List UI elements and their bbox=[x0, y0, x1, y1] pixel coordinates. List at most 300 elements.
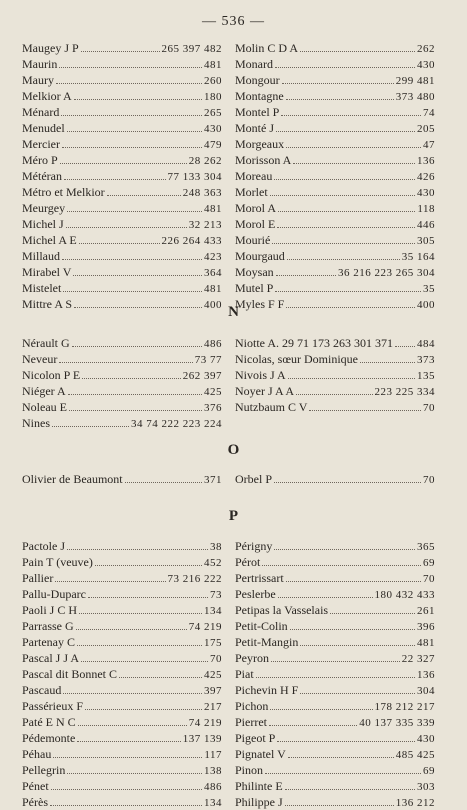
dot-leader bbox=[79, 612, 202, 614]
entry-name: Morgeaux bbox=[235, 137, 285, 151]
index-entry bbox=[235, 634, 435, 650]
entry-name: Mercier bbox=[22, 137, 60, 151]
entry-page-refs: 481 bbox=[417, 637, 435, 649]
entry-name: Myles F F bbox=[235, 297, 285, 311]
index-entry bbox=[235, 794, 435, 810]
entry-page-refs: 265 397 482 bbox=[161, 43, 222, 55]
entry-name: Petit-Mangin bbox=[235, 635, 299, 649]
entry-page-refs: 485 425 bbox=[395, 749, 435, 761]
entry-page-refs: 69 bbox=[423, 557, 435, 569]
page-number: — 536 — bbox=[202, 14, 265, 29]
entry-page-refs: 261 bbox=[417, 605, 435, 617]
entry-name: Mongour bbox=[235, 73, 280, 87]
dot-leader bbox=[51, 788, 202, 790]
entry-name: Pascaud bbox=[22, 683, 62, 697]
entry-name: Pichon bbox=[235, 699, 269, 713]
entry-page-refs: 481 bbox=[204, 59, 222, 71]
entry-name: Meurgey bbox=[22, 201, 66, 215]
entry-name: Philinte E bbox=[235, 779, 283, 793]
entry-name: Montel P bbox=[235, 105, 280, 119]
section-p-right-column bbox=[235, 538, 435, 810]
index-entry bbox=[22, 40, 222, 56]
section-n-left-column bbox=[22, 335, 222, 431]
section-o-right-column bbox=[235, 471, 435, 487]
entry-name: Passérieux F bbox=[22, 699, 83, 713]
entry-name: Partenay C bbox=[22, 635, 75, 649]
index-entry bbox=[235, 200, 435, 216]
dot-leader bbox=[296, 393, 372, 395]
index-entry bbox=[235, 280, 435, 296]
index-entry bbox=[22, 554, 222, 570]
entry-page-refs: 118 bbox=[417, 203, 435, 215]
dot-leader bbox=[265, 772, 421, 774]
entry-name: Peyron bbox=[235, 651, 269, 665]
entry-name: Pérès bbox=[22, 795, 48, 809]
entry-page-refs: 205 bbox=[417, 123, 435, 135]
entry-name: Nicolon P E bbox=[22, 368, 81, 382]
dot-leader bbox=[67, 772, 202, 774]
index-entry bbox=[235, 746, 435, 762]
entry-page-refs: 47 bbox=[423, 139, 435, 151]
entry-name: Péhau bbox=[22, 747, 52, 761]
entry-page-refs: 365 bbox=[417, 541, 435, 553]
index-entry bbox=[22, 280, 222, 296]
entry-name: Mutel P bbox=[235, 281, 274, 295]
index-entry bbox=[235, 40, 435, 56]
entry-page-refs: 69 bbox=[423, 765, 435, 777]
index-entry bbox=[235, 152, 435, 168]
entry-page-refs: 74 219 bbox=[188, 621, 222, 633]
index-entry bbox=[22, 72, 222, 88]
dot-leader bbox=[300, 692, 415, 694]
dot-leader bbox=[288, 756, 394, 758]
dot-leader bbox=[270, 194, 415, 196]
index-entry bbox=[22, 200, 222, 216]
index-entry bbox=[22, 746, 222, 762]
index-entry bbox=[22, 248, 222, 264]
dot-leader bbox=[274, 481, 421, 483]
index-entry bbox=[22, 778, 222, 794]
index-entry bbox=[22, 538, 222, 554]
index-entry bbox=[22, 367, 222, 383]
entry-name: Maury bbox=[22, 73, 54, 87]
index-entry bbox=[235, 762, 435, 778]
dot-leader bbox=[274, 178, 415, 180]
index-entry bbox=[22, 232, 222, 248]
entry-page-refs: 423 bbox=[204, 251, 222, 263]
entry-page-refs: 35 164 bbox=[401, 251, 435, 263]
index-entry bbox=[235, 335, 435, 351]
entry-page-refs: 73 216 222 bbox=[167, 573, 222, 585]
index-entry bbox=[235, 264, 435, 280]
entry-page-refs: 430 bbox=[417, 187, 435, 199]
dot-leader bbox=[300, 644, 415, 646]
entry-page-refs: 217 bbox=[204, 701, 222, 713]
entry-name: Morol A bbox=[235, 201, 277, 215]
entry-name: Pérot bbox=[235, 555, 261, 569]
entry-page-refs: 22 327 bbox=[401, 653, 435, 665]
index-entry bbox=[22, 168, 222, 184]
entry-name: Noyer J A A bbox=[235, 384, 295, 398]
entry-page-refs: 70 bbox=[423, 573, 435, 585]
entry-page-refs: 223 225 334 bbox=[374, 386, 435, 398]
entry-name: Pignatel V bbox=[235, 747, 286, 761]
index-entry bbox=[22, 602, 222, 618]
entry-page-refs: 175 bbox=[204, 637, 222, 649]
entry-name: Monté J bbox=[235, 121, 274, 135]
index-entry bbox=[235, 72, 435, 88]
entry-name: Neveur bbox=[22, 352, 58, 366]
dot-leader bbox=[300, 50, 415, 52]
dot-leader bbox=[74, 98, 202, 100]
entry-name: Nivois J A bbox=[235, 368, 286, 382]
entry-name: Niotte A. 29 71 173 263 301 371 bbox=[235, 336, 393, 350]
entry-name: Melkior A bbox=[22, 89, 72, 103]
index-entry bbox=[22, 120, 222, 136]
entry-page-refs: 265 bbox=[204, 107, 222, 119]
entry-name: Périgny bbox=[235, 539, 273, 553]
dot-leader bbox=[286, 580, 421, 582]
index-entry bbox=[22, 570, 222, 586]
entry-name: Pain T (veuve) bbox=[22, 555, 93, 569]
index-entry bbox=[22, 335, 222, 351]
entry-page-refs: 180 432 433 bbox=[374, 589, 435, 601]
dot-leader bbox=[287, 258, 400, 260]
index-entry bbox=[235, 698, 435, 714]
dot-leader bbox=[256, 676, 415, 678]
dot-leader bbox=[76, 628, 187, 630]
entry-name: Nicolas, sœur Dominique bbox=[235, 352, 358, 366]
dot-leader bbox=[275, 290, 421, 292]
dot-leader bbox=[277, 740, 415, 742]
dot-leader bbox=[395, 345, 415, 347]
entry-page-refs: 35 bbox=[423, 283, 435, 295]
entry-page-refs: 70 bbox=[423, 474, 435, 486]
index-entry bbox=[22, 184, 222, 200]
index-entry bbox=[235, 216, 435, 232]
entry-page-refs: 70 bbox=[210, 653, 222, 665]
dot-leader bbox=[85, 708, 202, 710]
dot-leader bbox=[277, 226, 415, 228]
entry-name: Maugey J P bbox=[22, 41, 79, 55]
entry-name: Mistelet bbox=[22, 281, 62, 295]
index-entry bbox=[22, 104, 222, 120]
section-letter-o: O bbox=[227, 442, 240, 458]
index-entry bbox=[22, 762, 222, 778]
entry-name: Maurin bbox=[22, 57, 58, 71]
index-entry bbox=[235, 650, 435, 666]
index-entry bbox=[235, 168, 435, 184]
entry-name: Pallier bbox=[22, 571, 54, 585]
entry-name: Pédemonte bbox=[22, 731, 76, 745]
dot-leader bbox=[52, 425, 129, 427]
entry-page-refs: 364 bbox=[204, 267, 222, 279]
dot-leader bbox=[67, 130, 202, 132]
entry-page-refs: 400 bbox=[417, 299, 435, 311]
entry-page-refs: 135 bbox=[417, 370, 435, 382]
dot-leader bbox=[88, 596, 208, 598]
entry-page-refs: 180 bbox=[204, 91, 222, 103]
entry-page-refs: 40 137 335 339 bbox=[359, 717, 435, 729]
entry-name: Pellegrin bbox=[22, 763, 66, 777]
entry-name: Mirabel V bbox=[22, 265, 72, 279]
entry-name: Moysan bbox=[235, 265, 274, 279]
index-entry bbox=[235, 666, 435, 682]
index-entry bbox=[22, 152, 222, 168]
entry-page-refs: 74 219 bbox=[188, 717, 222, 729]
index-entry bbox=[235, 136, 435, 152]
entry-name: Nutzbaum C V bbox=[235, 400, 308, 414]
entry-page-refs: 303 bbox=[417, 781, 435, 793]
section-m-right-column bbox=[235, 40, 435, 312]
dot-leader bbox=[285, 804, 394, 806]
entry-name: Michel J bbox=[22, 217, 64, 231]
index-entry bbox=[22, 136, 222, 152]
index-entry bbox=[235, 104, 435, 120]
entry-page-refs: 400 bbox=[204, 299, 222, 311]
entry-name: Petit-Colin bbox=[235, 619, 288, 633]
entry-page-refs: 373 480 bbox=[395, 91, 435, 103]
entry-name: Orbel P bbox=[235, 472, 272, 486]
dot-leader bbox=[73, 274, 202, 276]
index-entry bbox=[22, 216, 222, 232]
dot-leader bbox=[61, 114, 202, 116]
entry-page-refs: 446 bbox=[417, 219, 435, 231]
dot-leader bbox=[63, 290, 202, 292]
entry-name: Paté E N C bbox=[22, 715, 76, 729]
entry-name: Piat bbox=[235, 667, 254, 681]
entry-name: Pigeot P bbox=[235, 731, 276, 745]
dot-leader bbox=[67, 548, 208, 550]
entry-page-refs: 479 bbox=[204, 139, 222, 151]
index-entry bbox=[22, 264, 222, 280]
entry-name: Noleau E bbox=[22, 400, 67, 414]
dot-leader bbox=[107, 194, 181, 196]
entry-page-refs: 137 139 bbox=[182, 733, 222, 745]
dot-leader bbox=[330, 612, 415, 614]
index-entry bbox=[22, 351, 222, 367]
entry-name: Nérault G bbox=[22, 336, 70, 350]
index-entry bbox=[235, 618, 435, 634]
index-entry bbox=[22, 88, 222, 104]
entry-name: Olivier de Beaumont bbox=[22, 472, 123, 486]
entry-page-refs: 430 bbox=[204, 123, 222, 135]
dot-leader bbox=[77, 740, 180, 742]
entry-page-refs: 371 bbox=[204, 474, 222, 486]
entry-page-refs: 299 481 bbox=[395, 75, 435, 87]
entry-page-refs: 426 bbox=[417, 171, 435, 183]
index-entry bbox=[235, 367, 435, 383]
entry-page-refs: 226 264 433 bbox=[161, 235, 222, 247]
dot-leader bbox=[274, 548, 415, 550]
dot-leader bbox=[55, 580, 165, 582]
dot-leader bbox=[56, 82, 202, 84]
index-entry bbox=[22, 698, 222, 714]
section-letter-n: N bbox=[228, 304, 239, 320]
entry-name: Mittre A S bbox=[22, 297, 73, 311]
entry-name: Michel A E bbox=[22, 233, 77, 247]
index-entry bbox=[235, 538, 435, 554]
index-entry bbox=[235, 383, 435, 399]
entry-name: Pascal dit Bonnet C bbox=[22, 667, 117, 681]
section-o-left-column bbox=[22, 471, 222, 487]
entry-name: Petipas la Vasselais bbox=[235, 603, 329, 617]
dot-leader bbox=[77, 644, 202, 646]
index-entry bbox=[22, 650, 222, 666]
entry-page-refs: 262 397 bbox=[182, 370, 222, 382]
entry-name: Pascal J J A bbox=[22, 651, 79, 665]
dot-leader bbox=[262, 564, 421, 566]
section-letter-p: P bbox=[228, 508, 239, 524]
dot-leader bbox=[60, 162, 187, 164]
entry-name: Morisson A bbox=[235, 153, 292, 167]
index-entry bbox=[22, 682, 222, 698]
index-entry bbox=[235, 471, 435, 487]
index-entry bbox=[22, 730, 222, 746]
entry-name: Monard bbox=[235, 57, 273, 71]
section-n-right-column bbox=[235, 335, 435, 415]
index-entry bbox=[22, 586, 222, 602]
index-entry bbox=[235, 570, 435, 586]
dot-leader bbox=[68, 393, 202, 395]
dot-leader bbox=[67, 210, 202, 212]
entry-page-refs: 134 bbox=[204, 797, 222, 809]
entry-name: Pallu-Duparc bbox=[22, 587, 86, 601]
dot-leader bbox=[272, 242, 415, 244]
entry-page-refs: 73 bbox=[210, 589, 222, 601]
dot-leader bbox=[125, 481, 202, 483]
entry-page-refs: 77 133 304 bbox=[167, 171, 222, 183]
dot-leader bbox=[278, 210, 415, 212]
index-entry bbox=[22, 634, 222, 650]
entry-page-refs: 425 bbox=[204, 669, 222, 681]
index-entry bbox=[22, 794, 222, 810]
dot-leader bbox=[281, 114, 421, 116]
dot-leader bbox=[81, 50, 160, 52]
index-entry bbox=[22, 415, 222, 431]
entry-name: Montagne bbox=[235, 89, 284, 103]
entry-name: Morlet bbox=[235, 185, 268, 199]
index-entry bbox=[22, 471, 222, 487]
entry-page-refs: 73 77 bbox=[194, 354, 222, 366]
index-entry bbox=[235, 120, 435, 136]
dot-leader bbox=[286, 146, 421, 148]
entry-name: Météran bbox=[22, 169, 62, 183]
entry-page-refs: 486 bbox=[204, 781, 222, 793]
index-entry bbox=[22, 56, 222, 72]
entry-page-refs: 484 bbox=[417, 338, 435, 350]
dot-leader bbox=[293, 162, 415, 164]
entry-page-refs: 481 bbox=[204, 203, 222, 215]
entry-page-refs: 373 bbox=[417, 354, 435, 366]
index-entry bbox=[22, 666, 222, 682]
section-m-left-column bbox=[22, 40, 222, 312]
dot-leader bbox=[275, 66, 415, 68]
entry-page-refs: 481 bbox=[204, 283, 222, 295]
entry-page-refs: 262 bbox=[417, 43, 435, 55]
entry-page-refs: 70 bbox=[423, 402, 435, 414]
entry-page-refs: 134 bbox=[204, 605, 222, 617]
entry-name: Pactole J bbox=[22, 539, 65, 553]
entry-name: Molin C D A bbox=[235, 41, 299, 55]
entry-page-refs: 32 213 bbox=[188, 219, 222, 231]
dot-leader bbox=[271, 660, 400, 662]
entry-page-refs: 397 bbox=[204, 685, 222, 697]
dot-leader bbox=[285, 788, 415, 790]
entry-name: Morol E bbox=[235, 217, 276, 231]
dot-leader bbox=[81, 660, 208, 662]
dot-leader bbox=[309, 409, 421, 411]
index-entry bbox=[235, 56, 435, 72]
entry-page-refs: 452 bbox=[204, 557, 222, 569]
dot-leader bbox=[72, 345, 202, 347]
entry-name: Peslerbe bbox=[235, 587, 276, 601]
entry-name: Méro P bbox=[22, 153, 58, 167]
dot-leader bbox=[119, 676, 202, 678]
entry-name: Moreau bbox=[235, 169, 273, 183]
dot-leader bbox=[276, 130, 415, 132]
entry-page-refs: 136 bbox=[417, 155, 435, 167]
entry-page-refs: 486 bbox=[204, 338, 222, 350]
index-entry bbox=[235, 248, 435, 264]
index-entry bbox=[22, 399, 222, 415]
entry-name: Métro et Melkior bbox=[22, 185, 105, 199]
dot-leader bbox=[95, 564, 202, 566]
entry-name: Mourgaud bbox=[235, 249, 285, 263]
dot-leader bbox=[62, 146, 202, 148]
entry-page-refs: 117 bbox=[204, 749, 222, 761]
entry-page-refs: 430 bbox=[417, 733, 435, 745]
dot-leader bbox=[79, 242, 160, 244]
entry-page-refs: 136 212 bbox=[395, 797, 435, 809]
index-entry bbox=[22, 618, 222, 634]
entry-name: Menudel bbox=[22, 121, 65, 135]
dot-leader bbox=[63, 692, 202, 694]
index-entry bbox=[235, 730, 435, 746]
entry-name: Pinon bbox=[235, 763, 264, 777]
entry-page-refs: 178 212 217 bbox=[374, 701, 435, 713]
entry-name: Parrasse G bbox=[22, 619, 74, 633]
index-entry bbox=[235, 778, 435, 794]
entry-page-refs: 248 363 bbox=[182, 187, 222, 199]
dot-leader bbox=[59, 66, 202, 68]
entry-page-refs: 304 bbox=[417, 685, 435, 697]
entry-name: Nines bbox=[22, 416, 50, 430]
dot-leader bbox=[62, 258, 202, 260]
dot-leader bbox=[50, 804, 202, 806]
entry-page-refs: 34 74 222 223 224 bbox=[131, 418, 222, 430]
dot-leader bbox=[59, 361, 192, 363]
dot-leader bbox=[276, 274, 336, 276]
index-entry bbox=[235, 399, 435, 415]
dot-leader bbox=[286, 98, 394, 100]
entry-page-refs: 138 bbox=[204, 765, 222, 777]
index-entry bbox=[235, 351, 435, 367]
dot-leader bbox=[53, 756, 202, 758]
index-entry bbox=[235, 586, 435, 602]
dot-leader bbox=[64, 178, 166, 180]
entry-page-refs: 376 bbox=[204, 402, 222, 414]
entry-name: Niéger A bbox=[22, 384, 66, 398]
dot-leader bbox=[82, 377, 181, 379]
entry-page-refs: 305 bbox=[417, 235, 435, 247]
entry-name: Ménard bbox=[22, 105, 60, 119]
entry-name: Pierret bbox=[235, 715, 267, 729]
entry-page-refs: 36 216 223 265 304 bbox=[338, 267, 435, 279]
index-entry bbox=[235, 232, 435, 248]
entry-name: Paoli J C H bbox=[22, 603, 78, 617]
dot-leader bbox=[288, 377, 415, 379]
